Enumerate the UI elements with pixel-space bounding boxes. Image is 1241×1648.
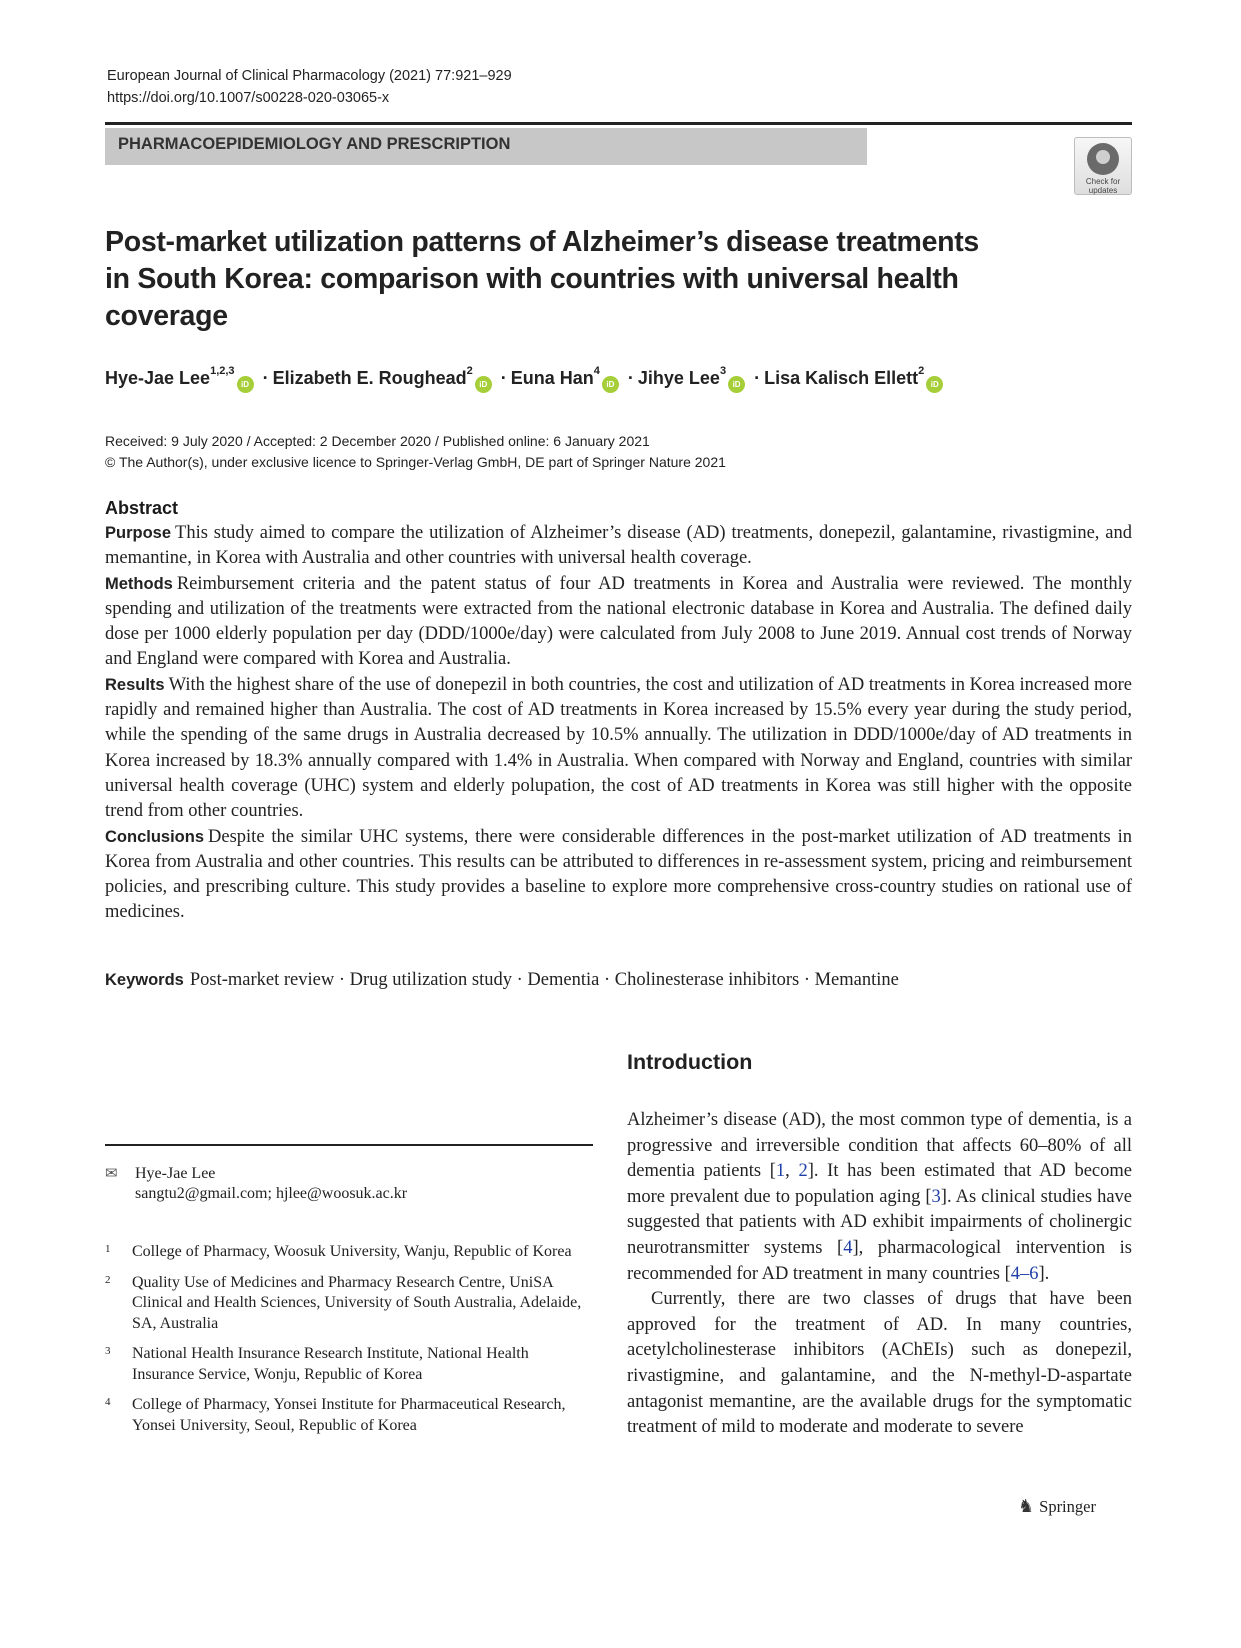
journal-citation: European Journal of Clinical Pharmacology (2021) 77:921–929 — [107, 68, 512, 84]
corresponding-author: Hye-Jae Lee — [135, 1165, 216, 1182]
corresponding-email[interactable]: sangtu2@gmail.com; hjlee@woosuk.ac.kr — [135, 1185, 408, 1202]
keywords — [105, 970, 899, 991]
conclusions-label: Conclusions — [105, 827, 205, 846]
citation-link[interactable]: 3 — [931, 1186, 941, 1207]
author-affiliation: 1,2,3 — [210, 365, 235, 377]
orcid-icon[interactable]: iD — [602, 376, 619, 393]
abstract-methods — [105, 572, 1132, 673]
citation-link[interactable]: 4 — [843, 1237, 853, 1258]
affiliation-item: 4 College of Pharmacy, Yonsei Institute for Pharmaceutical Research, Yonsei University, Seoul, Republic of Korea — [105, 1396, 566, 1434]
citation-link[interactable]: 4–6 — [1010, 1263, 1039, 1284]
author-name[interactable]: Elizabeth E. Roughead — [272, 368, 467, 388]
abstract-heading: Abstract — [105, 498, 179, 518]
check-for-updates-icon — [1087, 143, 1119, 175]
keywords-text: Post-market review · Drug utilization study · Dementia · Cholinesterase inhibitors · Memantine — [189, 970, 899, 990]
affiliation-item: 1 College of Pharmacy, Woosuk University, Wanju, Republic of Korea — [105, 1243, 572, 1260]
orcid-icon[interactable]: iD — [475, 376, 492, 393]
check-badge-line2: updates — [1088, 186, 1118, 195]
methods-label: Methods — [105, 574, 173, 593]
citation-link[interactable]: 1 — [775, 1161, 786, 1182]
results-label: Results — [105, 675, 165, 694]
methods-text: Reimbursement criteria and the patent status of four AD treatments in Korea and Australia were reviewed. The monthly spending and utilization of the treatments were extracted from the national electronic database in Korea and Australia. The defined daily dose per 1000 elderly population per day (DDD/1000e/day) were calculated from July 2008 to June 2019. Annual cost trends of Norway and England were compared with Korea and Australia. — [105, 573, 1132, 670]
orcid-icon[interactable]: iD — [237, 376, 254, 393]
author-name[interactable]: Euna Han — [510, 368, 594, 388]
author-list: Hye-Jae Lee$^{1,2,3}$iD · Elizabeth E. Roughead$^2$iD · Euna Han$^4$iD · Jihye Lee$^3$iD · Lisa Kalisch Ellett$^2$iD — [105, 368, 943, 393]
article-title: Post-market utilization patterns of Alzheimer’s disease treatments in South Korea: comparison with countries with universal health coverage — [105, 226, 979, 332]
springer-horse-icon: ♞ — [1018, 1496, 1035, 1516]
orcid-icon[interactable]: iD — [728, 376, 745, 393]
copyright-line: © The Author(s), under exclusive licence to Springer-Verlag GmbH, DE part of Springer Nature 2021 — [105, 454, 726, 470]
orcid-icon[interactable]: iD — [926, 376, 943, 393]
publisher-logo — [1018, 1496, 1096, 1517]
affiliations — [105, 1242, 593, 1446]
publisher-name: Springer — [1039, 1497, 1096, 1516]
doi-link[interactable]: https://doi.org/10.1007/s00228-020-03065-x — [107, 90, 390, 106]
purpose-text: This study aimed to compare the utilization of Alzheimer’s disease (AD) treatments, donepezil, galantamine, rivastigmine, and memantine, in Korea with Australia and other countries with universal health coverage. — [105, 523, 1132, 569]
abstract-purpose — [105, 521, 1132, 572]
purpose-label: Purpose — [105, 524, 172, 542]
author-affiliation: 2 — [466, 365, 473, 377]
citation-link[interactable]: 2 — [798, 1161, 808, 1182]
abstract-results — [105, 673, 1132, 825]
intro-paragraph-1: Alzheimer’s disease (AD), the most common type of dementia, is a progressive and irreversible condition that affects 60–80% of all dementia patients [1, 2]. It has been estimated that AD become more prevalent due to population aging [3]. As clinical studies have suggested that patients with AD exhibit impairments of cholinergic neurotransmitter systems [4], pharmacological intervention is recommended for AD treatment in many countries [4–6]. — [627, 1110, 1133, 1284]
check-badge-line1: Check for — [1085, 177, 1121, 186]
header-rule — [105, 122, 1132, 125]
author-affiliation: 4 — [593, 365, 600, 377]
author-name[interactable]: Hye-Jae Lee — [105, 368, 211, 388]
keywords-label: Keywords — [105, 971, 184, 989]
intro-paragraph-2: Currently, there are two classes of drugs that have been approved for the treatment of AD. In many countries, acetylcholinesterase inhibitors (AChEIs) such as donepezil, rivastigmine, and galantamine, and the N-methyl-D-aspartate antagonist memantine, are the available drugs for the symptomatic treatment of mild to moderate and moderate to severe — [627, 1289, 1132, 1438]
abstract-conclusions — [105, 825, 1132, 926]
introduction-body — [627, 1108, 1132, 1441]
introduction-heading: Introduction — [627, 1050, 753, 1074]
author-name[interactable]: Jihye Lee — [637, 368, 720, 388]
dates-line: Received: 9 July 2020 / Accepted: 2 December 2020 / Published online: 6 January 2021 — [105, 433, 650, 449]
results-text: With the highest share of the use of donepezil in both countries, the cost and utilization of AD treatments in Korea increased more rapidly and remained higher than Australia. The cost of AD treatments in Korea increased by 15.5% every year during the study period, while the spending of the same drugs in Australia decreased by 10.5% annually. The utilization in DDD/1000e/day of AD treatments in Korea increased by 18.3% annually compared with 1.4% in Australia. When compared with Norway and England, countries with similar universal health coverage (UHC) system and elderly polupation, the cost of AD treatments in Korea was still higher with the opposite trend from other countries. — [105, 674, 1132, 822]
check-for-updates-button[interactable] — [1074, 137, 1132, 195]
section-label: PHARMACOEPIDEMIOLOGY AND PRESCRIPTION — [105, 128, 867, 165]
affiliation-item: 2 Quality Use of Medicines and Pharmacy Research Centre, UniSA Clinical and Health Sciences, University of South Australia, Adelaide, SA, Australia — [105, 1273, 582, 1332]
envelope-icon: ✉ — [105, 1166, 118, 1182]
conclusions-text: Despite the similar UHC systems, there were considerable differences in the post-market utilization of AD treatments in Korea from Australia and other countries. This results can be attributed to differences in re-assessment system, pricing and reimbursement policies, and prescribing culture. This study provides a baseline to explore more comprehensive cross-country studies on rational use of medicines. — [105, 826, 1132, 923]
footnote-rule — [105, 1144, 593, 1146]
author-name[interactable]: Lisa Kalisch Ellett — [764, 368, 919, 388]
affiliation-item: 3 National Health Insurance Research Institute, National Health Insurance Service, Wonju, Republic of Korea — [105, 1345, 529, 1383]
correspondence — [105, 1164, 407, 1204]
abstract-body — [105, 521, 1132, 926]
publication-dates — [105, 431, 726, 473]
author-affiliation: 2 — [918, 365, 925, 377]
author-affiliation: 3 — [719, 365, 727, 377]
